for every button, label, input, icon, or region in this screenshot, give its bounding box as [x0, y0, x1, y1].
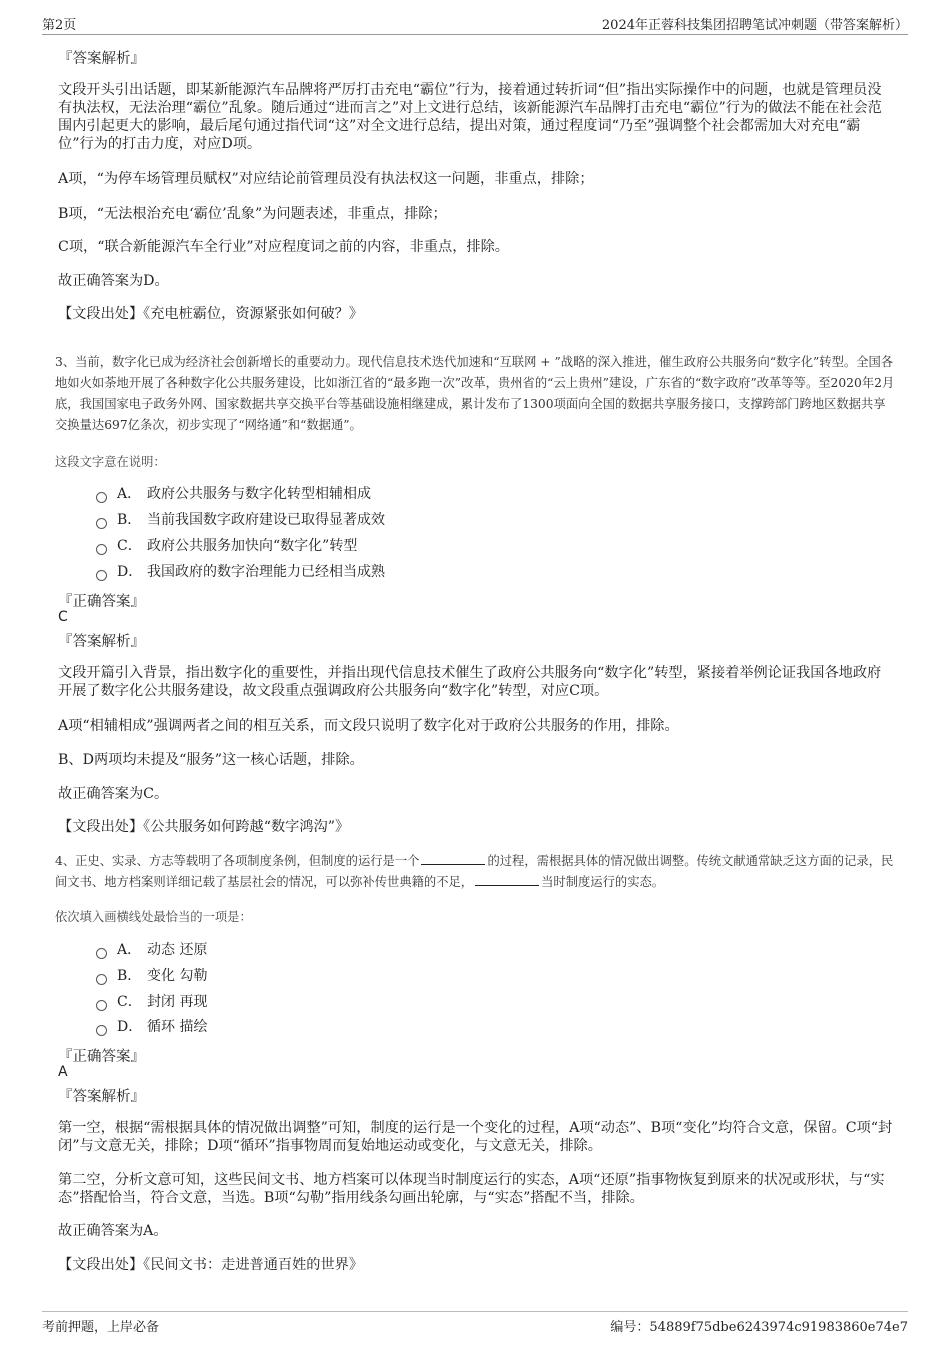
radio-button[interactable] — [96, 570, 107, 581]
question-3-text: 3、当前，数字化已成为经济社会创新增长的重要动力。现代信息技术迭代加速和“互联网 + ”战略的深入推进，催生政府公共服务向“数字化”转型。全国各地如火如荼地开展了各种数字化公共服务建设，比如浙江省的“最多跑一次”改革，贵州省的“云上贵州”建设，广东省的“数字政府”改革等等。至2020年2月底，我国国家电子政务外网、国家数据共享交换平台等基础设施相继建成，累计发布了1300项面向全国的数据共享服务接口，支撑跨部门跨地区数据共享交换量达697亿条次，初步实现了“网络通”和“数据通”。 — [55, 355, 895, 432]
radio-button[interactable] — [96, 974, 107, 985]
option-c-explanation: C项，“联合新能源汽车全行业”对应程度词之前的内容，非重点，排除。 — [58, 239, 509, 255]
analysis-label: 『答案解析』 — [58, 1089, 145, 1105]
option-b[interactable]: B． 变化 勾勒 — [96, 966, 207, 986]
source-citation: 【文段出处】《充电桩霸位，资源紧张如何破？》 — [58, 306, 364, 322]
radio-button[interactable] — [96, 1000, 107, 1011]
question-3-stem: 这段文字意在说明： — [55, 455, 166, 469]
analysis-paragraph-2: 第二空，分析文意可知，这些民间文书、地方档案可以体现当时制度运行的实态，A项“还原”指事物恢复到原来的状况或形状，与“实态”搭配恰当，符合文意，当选。B项“勾勒”指用线条勾画出轮廓，与“实态”搭配不当，排除。 — [58, 1172, 885, 1206]
correct-answer: C — [58, 609, 68, 625]
option-b-explanation: B项，“无法根治充电‘霸位’乱象”为问题表述，非重点，排除； — [58, 206, 447, 222]
page-footer — [42, 1311, 908, 1338]
document-title: 2024年正蓉科技集团招聘笔试冲刺题（带答案解析） — [601, 18, 908, 33]
fill-blank-1 — [421, 852, 485, 865]
source-citation: 【文段出处】《民间文书：走进普通百姓的世界》 — [58, 1257, 364, 1273]
source-citation: 【文段出处】《公共服务如何跨越“数字鸿沟”》 — [58, 819, 350, 835]
option-a[interactable]: A． 政府公共服务与数字化转型相辅相成 — [96, 484, 371, 504]
page-number: 第2页 — [42, 18, 77, 33]
fill-blank-2 — [475, 873, 539, 886]
conclusion: 故正确答案为A。 — [58, 1223, 168, 1239]
question-4-stem: 依次填入画横线处最恰当的一项是： — [55, 910, 252, 924]
analysis-paragraph: 文段开头引出话题，即某新能源汽车品牌将严厉打击充电“霸位”行为，接着通过转折词“但”指出实际操作中的问题，也就是管理员没有执法权，无法治理“霸位”乱象。随后通过“进而言之”对上文进行总结，该新能源汽车品牌打击充电“霸位”行为的做法不能在社会范围内引起更大的影响，最后尾句通过指代词“这”对全文进行总结，提出对策，通过程度词“乃至”强调整个社会都需加大对充电“霸位”行为的打击力度，对应D项。 — [58, 82, 882, 152]
correct-answer: A — [58, 1064, 68, 1080]
analysis-paragraph-1: 第一空，根据“需根据具体的情况做出调整”可知，制度的运行是一个变化的过程，A项“动态”、B项“变化”均符合文意，保留。C项“封闭”与文意无关，排除；D项“循环”指事物周而复始地运动或变化，与文意无关，排除。 — [58, 1120, 893, 1154]
radio-button[interactable] — [96, 948, 107, 959]
option-a[interactable]: A． 动态 还原 — [96, 940, 207, 960]
option-bd-explanation: B、D两项均未提及“服务”这一核心话题，排除。 — [58, 752, 364, 768]
correct-answer-label: 『正确答案』 — [58, 1049, 145, 1065]
analysis-label: 『答案解析』 — [58, 634, 145, 650]
analysis-paragraph: 文段开篇引入背景，指出数字化的重要性，并指出现代信息技术催生了政府公共服务向“数字化”转型，紧接着举例论证我国各地政府开展了数字化公共服务建设，故文段重点强调政府公共服务向“数字化”转型，对应C项。 — [58, 665, 882, 699]
option-a-explanation: A项“相辅相成”强调两者之间的相互关系，而文段只说明了数字化对于政府公共服务的作用，排除。 — [58, 718, 679, 734]
option-b[interactable]: B． 当前我国数字政府建设已取得显著成效 — [96, 510, 385, 530]
correct-answer-label: 『正确答案』 — [58, 594, 145, 610]
page-header — [42, 14, 908, 35]
analysis-label: 『答案解析』 — [58, 51, 145, 67]
radio-button[interactable] — [96, 544, 107, 555]
option-d[interactable]: D． 我国政府的数字治理能力已经相当成熟 — [96, 562, 385, 582]
option-d[interactable]: D． 循环 描绘 — [96, 1017, 207, 1037]
document-id: 编号：54889f75dbe6243974c91983860e74e7 — [610, 1320, 908, 1335]
radio-button[interactable] — [96, 492, 107, 503]
radio-button[interactable] — [96, 518, 107, 529]
radio-button[interactable] — [96, 1025, 107, 1036]
option-a-explanation: A项，“为停车场管理员赋权”对应结论前管理员没有执法权这一问题，非重点，排除； — [58, 171, 594, 187]
conclusion: 故正确答案为D。 — [58, 273, 169, 289]
option-c[interactable]: C． 封闭 再现 — [96, 992, 207, 1012]
question-4-text: 4、正史、实录、方志等载明了各项制度条例，但制度的运行是一个 的过程，需根据具体的情况做出调整。传统文献通常缺乏这方面的记录，民间文书、地方档案则详细记载了基层社会的情况，可以弥补传世典籍的不足， 当时制度运行的实态。 — [55, 854, 894, 889]
option-c[interactable]: C． 政府公共服务加快向“数字化”转型 — [96, 536, 357, 556]
conclusion: 故正确答案为C。 — [58, 786, 169, 802]
footer-slogan: 考前押题，上岸必备 — [42, 1320, 160, 1335]
